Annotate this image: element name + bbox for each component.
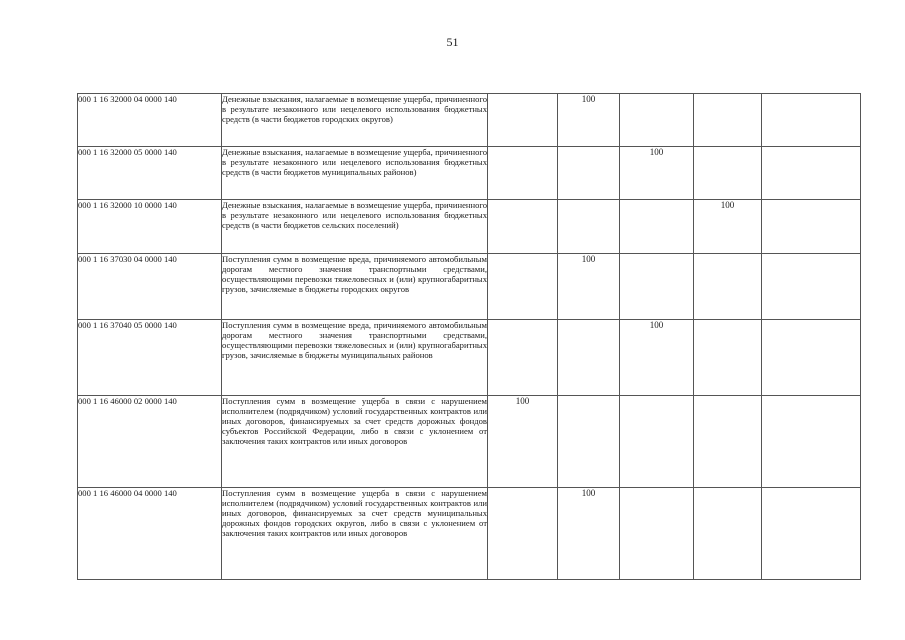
share-city-district [558,200,620,254]
share-rural-settlement: 100 [694,200,762,254]
revenue-code: 000 1 16 46000 02 0000 140 [78,396,222,488]
revenue-code: 000 1 16 32000 10 0000 140 [78,200,222,254]
revenue-code: 000 1 16 37030 04 0000 140 [78,254,222,320]
share-other [762,94,861,147]
share-other [762,488,861,580]
share-other [762,254,861,320]
table-row [78,396,861,488]
revenue-description: Денежные взыскания, налагаемые в возмещение ущерба, причиненного в результате незаконного или нецелевого использования бюджетных средств (в части бюджетов сельских поселений) [222,200,488,254]
share-other [762,320,861,396]
share-rural-settlement [694,320,762,396]
revenue-code: 000 1 16 46000 04 0000 140 [78,488,222,580]
page-number: 51 [446,35,459,49]
share-municipal-district [620,200,694,254]
table-row [78,94,861,147]
table-row [78,200,861,254]
revenue-description: Поступления сумм в возмещение ущерба в связи с нарушением исполнителем (подрядчиком) условий государственных контрактов или иных договоров, финансируемых за счет средств дорожных фондов субъектов Российской Федерации, либо в связи с уклонением от заключения таких контрактов или иных договоров [222,396,488,488]
share-municipal-district [620,254,694,320]
share-city-district: 100 [558,488,620,580]
share-federation-subject [488,320,558,396]
share-municipal-district [620,396,694,488]
table-row [78,320,861,396]
share-rural-settlement [694,254,762,320]
share-rural-settlement [694,94,762,147]
revenue-code: 000 1 16 32000 04 0000 140 [78,94,222,147]
share-municipal-district [620,94,694,147]
table-row [78,147,861,200]
share-city-district [558,396,620,488]
revenue-description: Поступления сумм в возмещение вреда, причиняемого автомобильным дорогам местного значения транспортными средствами, осуществляющими перевозки тяжеловесных и (или) крупногабаритных грузов, зачисляемые в бюджеты муниципальных районов [222,320,488,396]
share-city-district: 100 [558,254,620,320]
revenue-description: Денежные взыскания, налагаемые в возмещение ущерба, причиненного в результате незаконного или нецелевого использования бюджетных средств (в части бюджетов городских округов) [222,94,488,147]
share-rural-settlement [694,147,762,200]
share-federation-subject: 100 [488,396,558,488]
revenue-description: Поступления сумм в возмещение ущерба в связи с нарушением исполнителем (подрядчиком) условий государственных контрактов или иных договоров, финансируемых за счет средств муниципальных дорожных фондов городских округов, либо в связи с уклонением от заключения таких контрактов или иных договоров [222,488,488,580]
share-municipal-district: 100 [620,147,694,200]
table-row [78,254,861,320]
revenue-code: 000 1 16 32000 05 0000 140 [78,147,222,200]
share-city-district: 100 [558,94,620,147]
share-city-district [558,147,620,200]
revenue-code: 000 1 16 37040 05 0000 140 [78,320,222,396]
revenue-description: Денежные взыскания, налагаемые в возмещение ущерба, причиненного в результате незаконного или нецелевого использования бюджетных средств (в части бюджетов муниципальных районов) [222,147,488,200]
share-rural-settlement [694,488,762,580]
share-federation-subject [488,147,558,200]
share-other [762,147,861,200]
share-other [762,396,861,488]
share-rural-settlement [694,396,762,488]
share-other [762,200,861,254]
share-municipal-district [620,488,694,580]
revenue-description: Поступления сумм в возмещение вреда, причиняемого автомобильным дорогам местного значения транспортными средствами, осуществляющими перевозки тяжеловесных и (или) крупногабаритных грузов, зачисляемые в бюджеты городских округов [222,254,488,320]
share-federation-subject [488,488,558,580]
share-municipal-district: 100 [620,320,694,396]
share-federation-subject [488,200,558,254]
share-city-district [558,320,620,396]
share-federation-subject [488,94,558,147]
revenue-distribution-table [77,93,861,580]
share-federation-subject [488,254,558,320]
table-row [78,488,861,580]
